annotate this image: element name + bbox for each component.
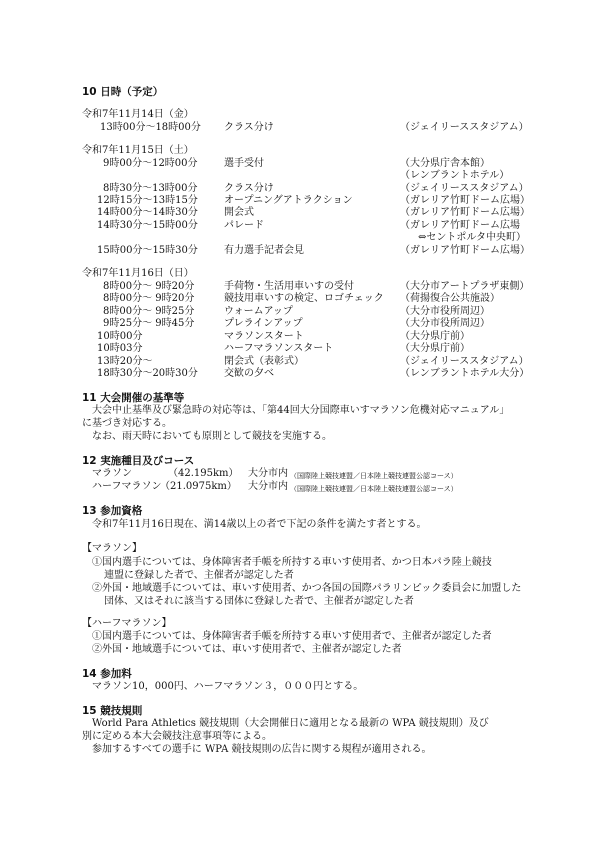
section-15-heading: 15 競技規則: [82, 705, 143, 717]
day2-event: 選手受付: [224, 158, 264, 169]
day1-event: クラス分け: [224, 122, 274, 133]
entry-fee-text: マラソン10，000円、ハーフマラソン３，０００円とする。: [92, 681, 364, 692]
day3-place: （ジェイリーススタジアム）: [400, 356, 529, 367]
day3-event: 閉会式（表彰式）: [224, 356, 304, 367]
course-area: 大分市内: [248, 481, 288, 492]
day2-place: （ガレリア竹町ドーム広場）: [400, 245, 530, 256]
day3-event: ハーフマラソンスタート: [224, 343, 334, 354]
section-14-heading: 14 参加料: [82, 668, 132, 680]
day2-event: オープニングアトラクション: [224, 195, 353, 206]
section-15-paragraph: 参加するすべての選手に WPA 競技規則の広告に関する規程が適用される。: [92, 744, 432, 755]
day2-place: ⇔セントポルタ中央町）: [418, 232, 526, 243]
half-marathon-label: 【ハーフマラソン】: [82, 618, 172, 629]
day2-place: （ガレリア竹町ドーム広場）: [400, 195, 530, 206]
section-11-paragraph: 大会中止基準及び緊急時の対応等は、「第44回大分国際車いすマラソン危機対応マニュアル」: [92, 405, 510, 416]
day2-place: （ガレリア竹町ドーム広場）: [400, 207, 530, 218]
section-13-intro: 令和7年11月16日現在、満14歳以上の者で下記の条件を満たす者とする。: [92, 519, 427, 530]
course-name: ハーフマラソン: [92, 481, 162, 492]
day2-time: 15時00分～15時30分: [97, 245, 198, 256]
day3-event: プレラインアップ: [224, 318, 303, 329]
course-note: （国際陸上競技連盟／日本陸上競技連盟公認コース）: [290, 485, 458, 493]
marathon-condition: ①国内選手については、身体障害者手帳を所持する車いす使用者、かつ日本パラ陸上競技: [92, 557, 492, 568]
marathon-label: 【マラソン】: [82, 543, 142, 554]
day3-time: 8時00分～ 9時20分: [103, 281, 195, 292]
day3-time: 10時00分: [97, 331, 143, 342]
day1-place: （ジェイリーススタジアム）: [400, 122, 529, 133]
day3-place: （レンブラントホテル大分）: [400, 368, 530, 379]
day2-place: （ジェイリーススタジアム）: [400, 183, 529, 194]
day2-event: クラス分け: [224, 183, 274, 194]
day2-time: 14時30分～15時00分: [97, 220, 198, 231]
day2-event: 開会式: [224, 207, 254, 218]
day3-place: （大分市アートプラザ東側）: [400, 281, 530, 292]
day2-event: 有力選手記者会見: [224, 245, 304, 256]
marathon-condition: ②外国・地域選手については、車いす使用者、かつ各国の国際パラリンピック委員会に加盟した: [92, 583, 522, 594]
section-11-paragraph: に基づき対応する。: [82, 418, 172, 429]
day2-time: 14時00分～14時30分: [97, 207, 198, 218]
day3-event: 競技用車いすの検定、ロゴチェック: [224, 293, 384, 304]
day2-time: 12時15分～13時15分: [97, 195, 198, 206]
day3-time: 18時30分～20時30分: [97, 368, 198, 379]
day2-place: （大分県庁舎本館）: [400, 158, 490, 169]
day2-place: （ガレリア竹町ドーム広場: [400, 220, 520, 231]
day1-time: 13時00分～18時00分: [100, 122, 201, 133]
course-area: 大分市内: [248, 468, 288, 479]
day3-place: （大分市役所周辺）: [400, 306, 490, 317]
day3-time: 8時00分～ 9時25分: [103, 306, 195, 317]
section-11-heading: 11 大会開催の基準等: [82, 392, 185, 404]
day2-place: （レンブラントホテル）: [400, 170, 510, 181]
half-marathon-condition: ②外国・地域選手については、車いす使用者で、主催者が認定した者: [92, 644, 402, 655]
day3-date: 令和7年11月16日（日）: [82, 268, 194, 279]
section-15-paragraph: World Para Athletics 競技規則（大会開催日に適用となる最新の WPA 競技規則）及び: [92, 718, 489, 729]
day3-place: （大分県庁前）: [400, 343, 470, 354]
section-10-heading: 10 日時（予定）: [82, 86, 164, 98]
day3-time: 10時03分: [97, 343, 143, 354]
day2-event: パレード: [224, 220, 264, 231]
day3-time: 8時00分～ 9時20分: [103, 293, 195, 304]
day3-event: 手荷物・生活用車いすの受付: [224, 281, 354, 292]
marathon-condition: 連盟に登録した者で、主催者が認定した者: [104, 570, 294, 581]
half-marathon-condition: ①国内選手については、身体障害者手帳を所持する車いす使用者で、主催者が認定した者: [92, 631, 492, 642]
day1-date: 令和7年11月14日（金）: [82, 109, 194, 120]
marathon-condition: 団体、又はそれに該当する団体に登録した者で、主催者が認定した者: [104, 596, 414, 607]
section-12-heading: 12 実施種目及びコース: [82, 455, 195, 467]
day3-event: ウォームアップ: [224, 306, 293, 317]
day3-time: 13時20分～: [97, 356, 153, 367]
day3-event: 交歓の夕べ: [224, 368, 274, 379]
course-distance: （42.195km）: [168, 468, 239, 479]
day3-time: 9時25分～ 9時45分: [103, 318, 195, 329]
course-distance: （21.0975km）: [160, 481, 237, 492]
course-note: （国際陸上競技連盟／日本陸上競技連盟公認コース）: [290, 472, 458, 480]
section-13-heading: 13 参加資格: [82, 505, 143, 517]
day3-place: （大分県庁前）: [400, 331, 470, 342]
section-11-paragraph: なお、雨天時においても原則として競技を実施する。: [92, 431, 332, 442]
day2-date: 令和7年11月15日（土）: [82, 145, 194, 156]
day2-time: 9時00分～12時00分: [103, 158, 198, 169]
day3-event: マラソンスタート: [224, 331, 304, 342]
section-15-paragraph: 別に定める本大会競技注意事項等による。: [82, 731, 272, 742]
day2-time: 8時30分～13時00分: [103, 183, 198, 194]
day3-place: （大分市役所周辺）: [400, 318, 490, 329]
course-name: マラソン: [92, 468, 132, 479]
day3-place: （荷揚復合公共施設）: [400, 293, 500, 304]
